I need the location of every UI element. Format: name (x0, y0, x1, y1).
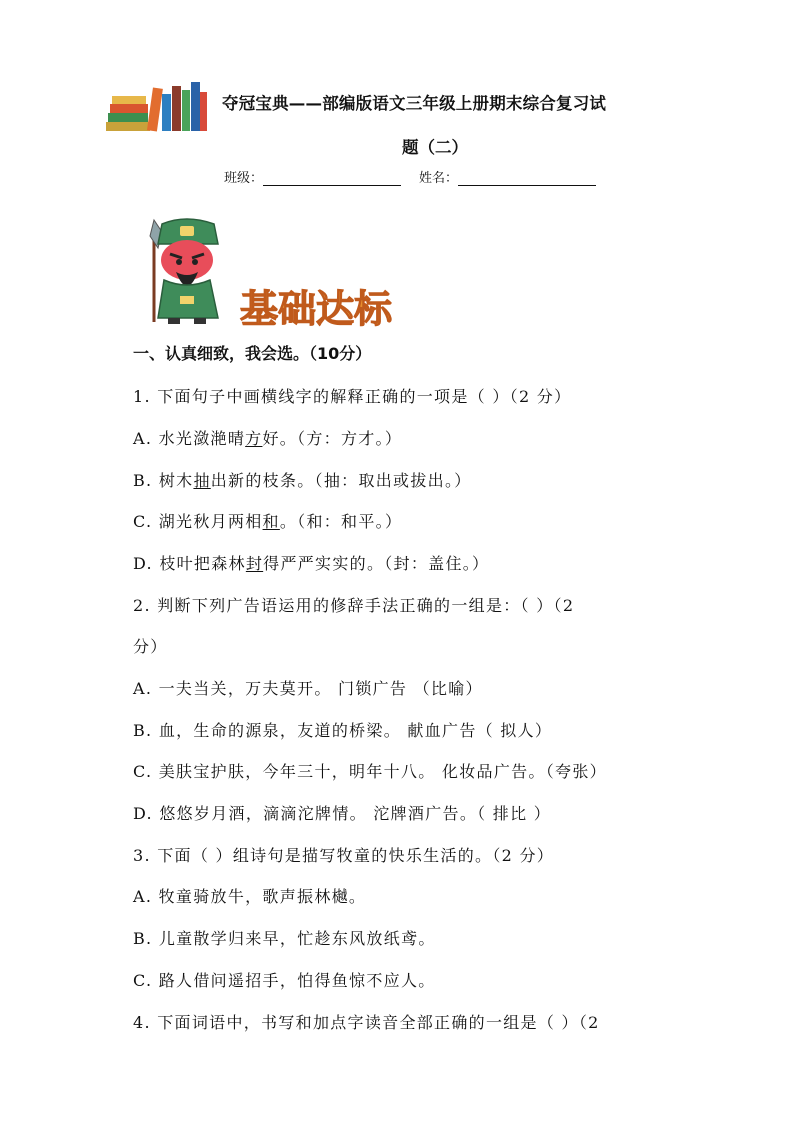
q1-c-text-end: 。（和：和平。） (279, 512, 403, 531)
q1-a-text-end: 好。（方：方才。） (262, 429, 403, 448)
q1-a-text: A. 水光潋滟晴 (133, 429, 246, 448)
q2-option-c: C. 美肤宝护肤，今年三十，明年十八。 化妆品广告。（夸张） (133, 762, 607, 781)
q1-d-text-end: 得严严实实的。（封：盖住。） (263, 554, 490, 573)
question-3: 3. 下面（ ）组诗句是描写牧童的快乐生活的。（2 分） (133, 846, 555, 865)
student-info-fields (224, 167, 614, 186)
question-2: 2. 判断下列广告语运用的修辞手法正确的一组是：（ ）（2 (133, 596, 575, 615)
q1-b-underlined: 抽 (193, 471, 211, 490)
q1-a-underlined: 方 (245, 429, 263, 448)
class-blank[interactable] (263, 171, 401, 186)
q1-option-b (133, 468, 472, 491)
q1-d-text: D. 枝叶把森林 (133, 554, 246, 573)
q3-option-a: A. 牧童骑放牛，歌声振林樾。 (133, 887, 367, 906)
q3-option-b: B. 儿童散学归来早，忙趁东风放纸鸢。 (133, 929, 436, 948)
q1-b-text: B. 树木 (133, 471, 194, 490)
section-banner (236, 282, 436, 332)
q1-d-underlined: 封 (245, 554, 264, 573)
question-1: 1. 下面句子中画横线字的解释正确的一项是（ ）（2 分） (133, 387, 572, 406)
question-2-continued: 分） (133, 637, 168, 656)
name-label: 姓名： (419, 171, 459, 186)
banner-text: 基础达标 (240, 287, 393, 331)
name-blank[interactable] (458, 171, 596, 186)
q3-option-c: C. 路人借问遥招手，怕得鱼惊不应人。 (133, 971, 436, 990)
question-4: 4. 下面词语中，书写和加点字读音全部正确的一组是（ ）（2 (133, 1013, 600, 1032)
q1-b-text-end: 出新的枝条。（抽：取出或拔出。） (210, 471, 472, 490)
q2-option-b: B. 血，生命的源泉，友道的桥梁。 献血广告（ 拟人） (133, 721, 553, 740)
class-label: 班级： (224, 171, 264, 186)
q1-c-underlined: 和 (262, 512, 280, 531)
document-title: 夺冠宝典——部编版语文三年级上册期末综合复习试 (222, 94, 607, 113)
q1-option-c (133, 509, 402, 532)
q1-option-d (133, 551, 489, 574)
q2-option-d: D. 悠悠岁月酒，滴滴沱牌情。 沱牌酒广告。（ 排比 ） (133, 804, 552, 823)
mascot-illustration (140, 218, 232, 326)
document-title-continued: 题（二） (402, 138, 468, 157)
q1-c-text: C. 湖光秋月两相 (133, 512, 263, 531)
books-illustration (106, 82, 208, 132)
q2-option-a: A. 一夫当关，万夫莫开。 门锁广告 （比喻） (133, 679, 483, 698)
section-heading: 一、认真细致，我会选。（10分） (133, 344, 372, 363)
q1-option-a (133, 426, 402, 449)
